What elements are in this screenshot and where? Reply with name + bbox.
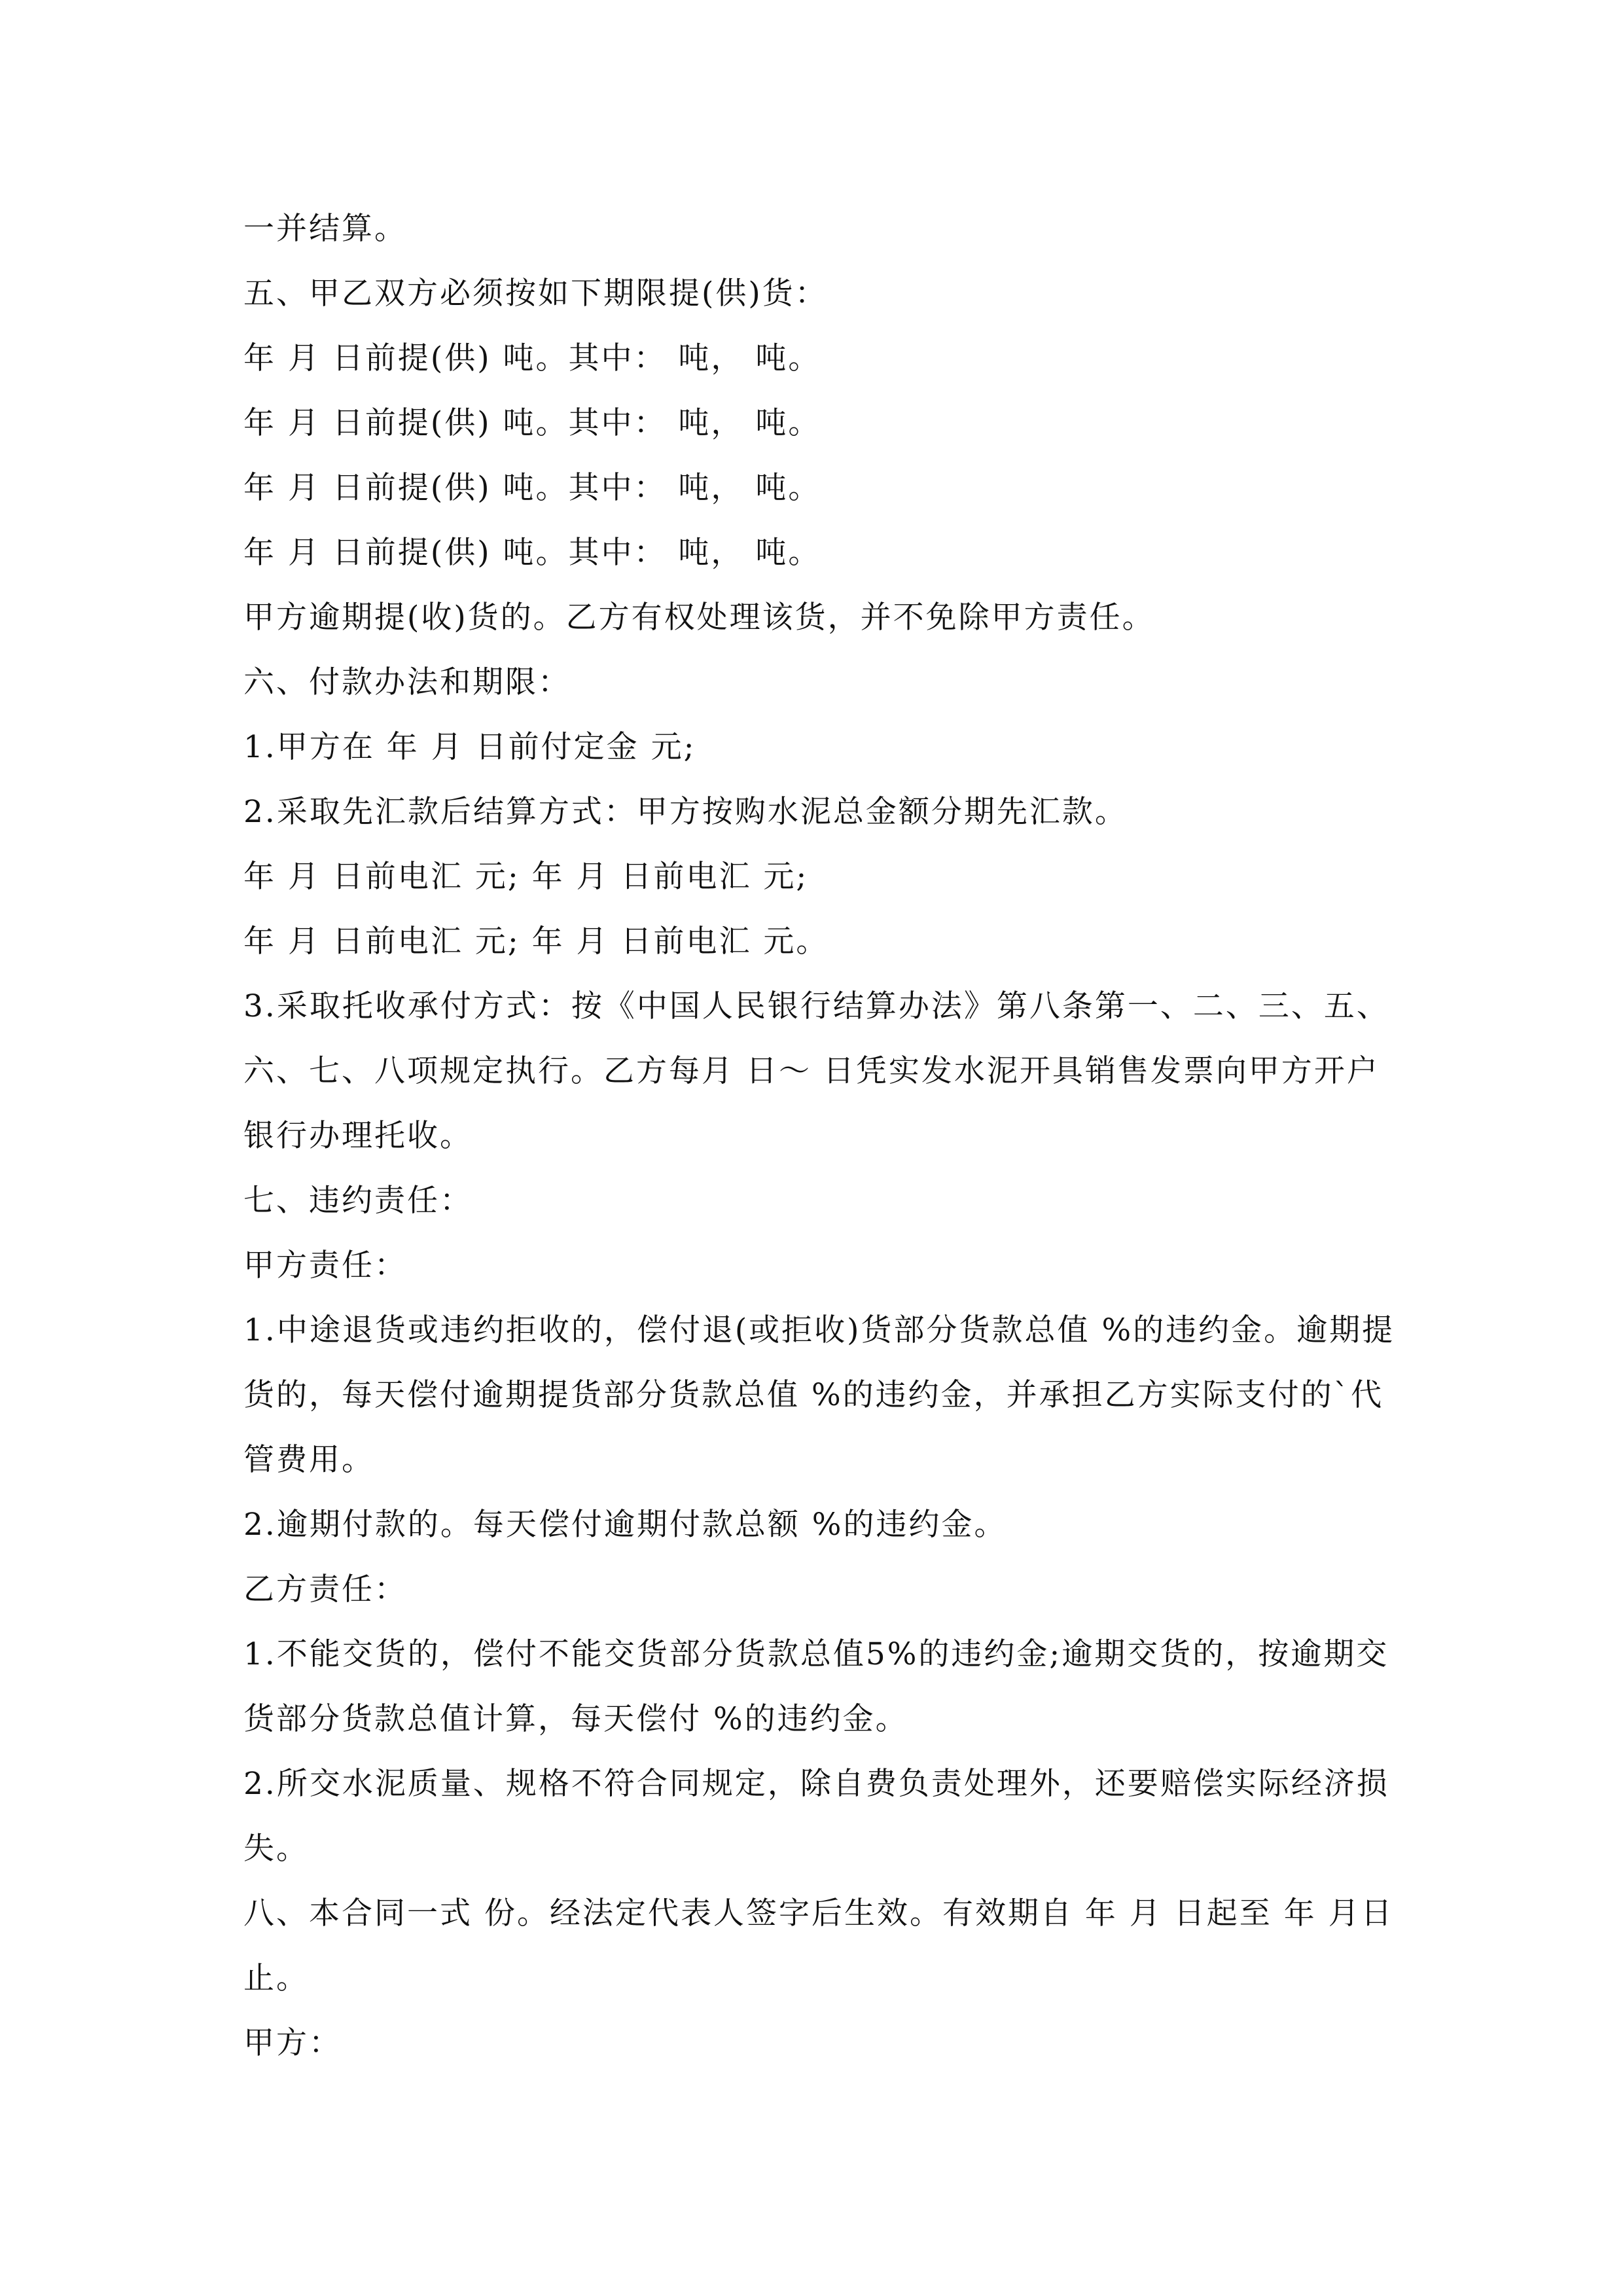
party-a-liability-item-1: 1.中途退货或违约拒收的，偿付退(或拒收)货部分货款总值 %的违约金。逾期提货的，每天偿付逾期提货部分货款总值 %的违约金，并承担乙方实际支付的`代管费用。 [243,1312,1395,1478]
party-b-liability-item-2: 2.所交水泥质量、规格不符合同规定，除自费负责处理外，还要赔偿实际经济损失。 [243,1766,1389,1867]
text-line: 一并结算。 [243,211,407,247]
party-a-signature-label: 甲方： [243,2025,342,2061]
text-line: 甲方逾期提(收)货的。乙方有权处理该货，并不免除甲方责任。 [243,600,1155,636]
delivery-schedule-row: 年 月 日前提(供) 吨。其中： 吨， 吨。 [243,470,821,506]
wire-transfer-row: 年 月 日前电汇 元; 年 月 日前电汇 元。 [243,924,829,960]
section-5-heading: 五、甲乙双方必须按如下期限提(供)货： [243,276,828,312]
payment-clause-2: 2.采取先汇款后结算方式：甲方按购水泥总金额分期先汇款。 [243,794,1128,830]
party-b-liability-heading: 乙方责任： [243,1571,407,1607]
payment-clause-1: 1.甲方在 年 月 日前付定金 元; [243,729,696,765]
party-a-liability-item-2: 2.逾期付款的。每天偿付逾期付款总额 %的违约金。 [243,1507,1007,1543]
section-7-heading: 七、违约责任： [243,1183,473,1219]
party-b-liability-item-1: 1.不能交货的，偿付不能交货部分货款总值5%的违约金;逾期交货的，按逾期交货部分货款总值计算，每天偿付 %的违约金。 [243,1636,1389,1737]
delivery-schedule-row: 年 月 日前提(供) 吨。其中： 吨， 吨。 [243,405,821,441]
section-6-heading: 六、付款办法和期限： [243,664,571,700]
wire-transfer-row: 年 月 日前电汇 元; 年 月 日前电汇 元; [243,859,809,895]
payment-clause-3: 3.采取托收承付方式：按《中国人民银行结算办法》第八条第一、二、三、五、六、七、八项规定执行。乙方每月 日～ 日凭实发水泥开具销售发票向甲方开户银行办理托收。 [243,988,1389,1154]
section-8-validity: 八、本合同一式 份。经法定代表人签字后生效。有效期自 年 月 日起至 年 月日止。 [243,1895,1394,1996]
delivery-schedule-row: 年 月 日前提(供) 吨。其中： 吨， 吨。 [243,535,821,571]
document-body [243,196,1395,2075]
party-a-liability-heading: 甲方责任： [243,1247,407,1283]
delivery-schedule-row: 年 月 日前提(供) 吨。其中： 吨， 吨。 [243,340,821,376]
